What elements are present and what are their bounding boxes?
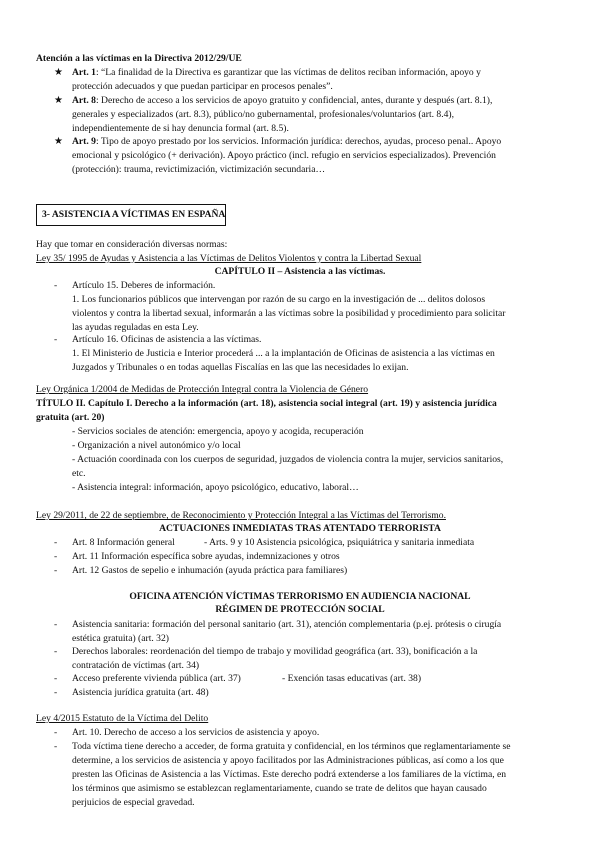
directiva-art8: Art. 8: Derecho de acceso a los servicios de apoyo gratuito y confidencial, antes, durante y después (art. 8.1), generales y especializados (art. 8.3), público/no gubernamental, profesionales/voluntarios (art. 8.4), independientemente de si hay denuncia formal (art. 8.5). <box>72 95 493 134</box>
ley4-title: Ley 4/2015 Estatuto de la Víctima del Delito <box>36 713 209 724</box>
lo1-item: - Actuación coordinada con los cuerpos de seguridad, juzgados de violencia contra la mujer, servicios sanitarios, <box>72 454 504 465</box>
intro-text: Hay que tomar en consideración diversas normas: <box>36 239 228 250</box>
ley35-art16: Artículo 16. Oficinas de asistencia a las víctimas. <box>72 334 262 345</box>
dash-bullet: - <box>54 687 58 698</box>
lo1-item: - Asistencia integral: información, apoyo psicológico, educativo, laboral… <box>72 482 359 493</box>
star-bullet-icon: ★ <box>54 95 63 106</box>
star-bullet-icon: ★ <box>54 67 63 78</box>
dash-bullet: - <box>54 565 58 576</box>
ley29-item: Art. 11 Información específica sobre ayudas, indemnizaciones y otros <box>72 551 340 562</box>
ley35-art16-body: 1. El Ministerio de Justicia e Interior procederá ... a la implantación de Oficinas de asistencia a las víctimas en Juzgados y Tribunales o en todas aquellas Fiscalías en las que las necesidades lo exijan. <box>72 348 495 373</box>
oficina-item: Asistencia jurídica gratuita (art. 48) <box>72 687 209 698</box>
ley4-item: Art. 10. Derecho de acceso a los servicios de asistencia y apoyo. <box>72 727 320 738</box>
dash-bullet: - <box>54 741 58 752</box>
oficina-title: OFICINA ATENCIÓN VÍCTIMAS TERRORISMO EN AUDIENCIA NACIONAL <box>129 591 471 602</box>
dash-bullet: - <box>54 673 58 684</box>
ley35-title: Ley 35/ 1995 de Ayudas y Asistencia a las Víctimas de Delitos Violentos y contra la Libertad Sexual <box>36 253 422 264</box>
star-bullet-icon: ★ <box>54 136 63 147</box>
ley4-paragraph: Toda víctima tiene derecho a acceder, de forma gratuita y confidencial, en los términos que reglamentariamente se determine, a los servicios de asistencia y apoyo facilitados por las Administraciones públicas, así como a los que presten las Oficinas de Asistencia a las Víctimas. Este derecho podrá extenderse a los familiares de la víctima, en los términos que asimismo se establezcan reglamentariamente, cuando se trate de delitos que hayan causado perjuicios de especial gravedad. <box>72 741 511 808</box>
ley29-item: Art. 12 Gastos de sepelio e inhumación (ayuda práctica para familiares) <box>72 565 348 576</box>
dash-bullet: - <box>54 537 58 548</box>
lo1-subtitle: TÍTULO II. Capítulo I. Derecho a la información (art. 18), asistencia social integral (art. 19) y asistencia jurídica gratuita (art. 20) <box>36 398 497 423</box>
lo1-item: etc. <box>72 468 86 479</box>
ley29-subtitle: ACTUACIONES INMEDIATAS TRAS ATENTADO TERRORISTA <box>159 523 441 534</box>
ley29-title: Ley 29/2011, de 22 de septiembre, de Reconocimiento y Protección Integral a las Víctimas del Terrorismo. <box>36 510 446 521</box>
lo1-item: - Organización a nivel autonómico y/o local <box>72 440 241 451</box>
dash-bullet: - <box>54 727 58 738</box>
dash-bullet: - <box>54 551 58 562</box>
dash-bullet: - <box>54 646 58 657</box>
ley35-art15-body: 1. Los funcionarios públicos que intervengan por razón de su cargo en la investigación de ... delitos dolosos violentos y contra la libertad sexual, informarán a las víctimas sobre la posibilidad y procedimiento para solicitar las ayudas reguladas en esta Ley. <box>72 294 506 333</box>
oficina-item-extra: - Exención tasas educativas (art. 38) <box>282 673 422 684</box>
oficina-subtitle: RÉGIMEN DE PROTECCIÓN SOCIAL <box>215 604 385 615</box>
oficina-item: Asistencia sanitaria: formación del personal sanitario (art. 31), atención complementaria (p.ej. prótesis o cirugía estética gratuita) (art. 32) <box>72 619 502 644</box>
directiva-art1: Art. 1: “La finalidad de la Directiva es garantizar que las víctimas de delitos reciban información, apoyo y protección adecuados y que puedan participar en procesos penales”. <box>72 67 481 92</box>
dash-bullet: - <box>54 334 58 345</box>
directiva-heading: Atención a las víctimas en la Directiva 2012/29/UE <box>36 53 242 64</box>
section-title-box <box>36 204 226 226</box>
oficina-item: Derechos laborales: reordenación del tiempo de trabajo y movilidad geográfica (art. 33), bonificación a la contratación de víctimas (art. 34) <box>72 646 478 671</box>
dash-bullet: - <box>54 619 58 630</box>
dash-bullet: - <box>54 280 58 291</box>
directiva-art9: Art. 9: Tipo de apoyo prestado por los servicios. Información jurídica: derechos, ayudas, proceso penal.. Apoyo emocional y psicológico (+ derivación). Apoyo práctico (incl. refugio en servicios especializados). Prevención (protección): trauma, revictimización, victimización secundaria… <box>72 136 502 175</box>
lo1-title: Ley Orgánica 1/2004 de Medidas de Protección Integral contra la Violencia de Género <box>36 384 369 395</box>
oficina-item: Acceso preferente vivienda pública (art. 37) <box>72 673 241 684</box>
section-title: 3- ASISTENCIA A VÍCTIMAS EN ESPAÑA <box>42 209 226 220</box>
ley35-art15: Artículo 15. Deberes de información. <box>72 280 216 291</box>
ley29-item-b: - Arts. 9 y 10 Asistencia psicológica, psiquiátrica y sanitaria inmediata <box>204 537 475 548</box>
ley35-chapter: CAPÍTULO II – Asistencia a las víctimas. <box>214 266 386 277</box>
lo1-item: - Servicios sociales de atención: emergencia, apoyo y acogida, recuperación <box>72 426 364 437</box>
ley29-item: Art. 8 Información general <box>72 537 175 548</box>
